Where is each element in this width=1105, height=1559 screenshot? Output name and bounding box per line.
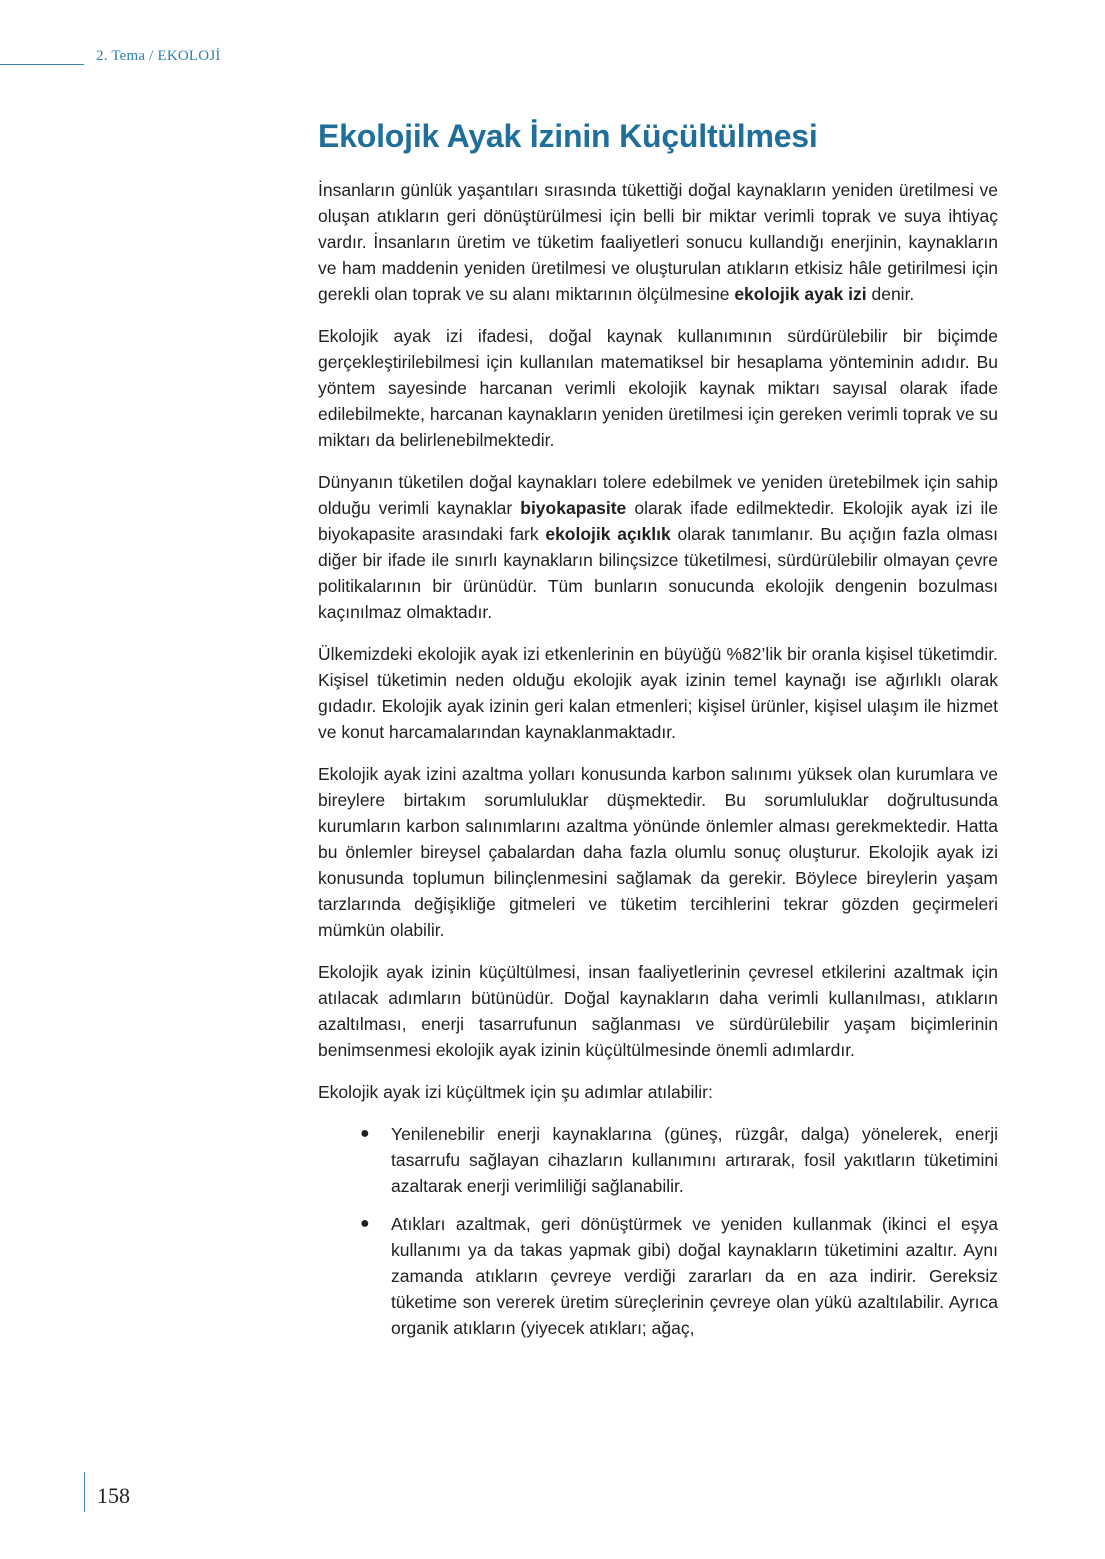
term-ecological-footprint: ekolojik ayak izi — [734, 284, 867, 304]
paragraph-definition — [318, 177, 998, 307]
paragraph-reduction: Ekolojik ayak izinin küçültülmesi, insan faaliyetlerinin çevresel etkilerini azaltmak için atılacak adımların bütünüdür. Doğal kaynakların daha verimli kullanılması, atıkların azaltılması, enerji tasarrufunun sağlanması ve sürdürülebilir yaşam biçimlerinin benimsenmesi ekolojik ayak izinin küçültülmesinde önemli adımlardır. — [318, 962, 998, 1060]
term-ecological-deficit: ekolojik açıklık — [545, 524, 671, 544]
paragraph-text: olarak ifade edilmektedir. Ekolojik ayak izi ile biyokapasite arasındaki fark — [318, 498, 998, 544]
list-item — [360, 1211, 998, 1341]
term-biocapacity: biyokapasite — [520, 498, 627, 518]
running-head: 2. Tema / EKOLOJİ — [96, 48, 221, 64]
page-content — [318, 118, 998, 1353]
paragraph-biocapacity — [318, 469, 998, 625]
list-item-text: Yenilenebilir enerji kaynaklarına (güneş, rüzgâr, dalga) yönelerek, enerji tasarrufu sağlayan cihazların kullanımını artırarak, fosil yakıtların tüketimini azaltarak enerji verimliliği sağlanabilir. — [391, 1124, 998, 1196]
paragraph-text: olarak tanımlanır. Bu açığın fazla olması diğer bir ifade ile sınırlı kaynakların bilinçsizce tüketilmesi, sürdürülebilir olmayan çevre politikalarının bir ürünüdür. Tüm bunların sonucunda ekolojik dengenin bozulması kaçınılmaz olmaktadır. — [318, 524, 998, 622]
steps-list — [318, 1121, 998, 1341]
bullet-icon: ● — [360, 1125, 370, 1142]
paragraph-turkey-factors: Ülkemizdeki ekolojik ayak izi etkenlerinin en büyüğü %82’lik bir oranla kişisel tüketimdir. Kişisel tüketimin neden olduğu ekolojik ayak izinin temel kaynağı ise ağırlıklı olarak gıdadır. Ekolojik ayak izinin geri kalan etmenleri; kişisel ürünler, kişisel ulaşım ile hizmet ve konut harcamalarından kaynaklanmaktadır. — [318, 644, 998, 742]
page-number: 158 — [97, 1483, 130, 1508]
paragraph-text: denir. — [866, 284, 915, 304]
paragraph-steps-intro: Ekolojik ayak izi küçültmek için şu adımlar atılabilir: — [318, 1082, 713, 1102]
paragraph-responsibilities: Ekolojik ayak izini azaltma yolları konusunda karbon salınımı yüksek olan kurumlara ve bireylere birtakım sorumluluklar düşmektedir. Bu sorumluluklar doğrultusunda kurumların karbon salınımlarını azaltma yönünde önlemler alması gerekmektedir. Hatta bu önlemler bireysel çabalardan daha fazla olumlu sonuç oluşturur. Ekolojik ayak izi konusunda toplumun bilinçlenmesini sağlamak da gerekir. Böylece bireylerin yaşam tarzlarında değişikliğe gitmeleri ve tüketim tercihlerini tekrar gözden geçirmeleri mümkün olabilir. — [318, 764, 998, 940]
paragraph-method: Ekolojik ayak izi ifadesi, doğal kaynak kullanımının sürdürülebilir bir biçimde gerçekleştirilebilmesi için kullanılan matematiksel bir hesaplama yönteminin adıdır. Bu yöntem sayesinde harcanan verimli ekolojik kaynak miktarı sayısal olarak ifade edilebilmekte, harcanan kaynakların yeniden üretilmesi için gereken verimli toprak ve su miktarı da belirlenebilmektedir. — [318, 326, 998, 450]
bullet-icon: ● — [360, 1215, 370, 1232]
page-title: Ekolojik Ayak İzinin Küçültülmesi — [318, 118, 818, 154]
list-item — [360, 1121, 998, 1199]
paragraph-text: Dünyanın tüketilen doğal kaynakları tolere edebilmek ve yeniden üretebilmek için sahip olduğu verimli kaynaklar — [318, 472, 998, 518]
page-number-rule — [84, 1472, 85, 1512]
paragraph-text: İnsanların günlük yaşantıları sırasında tükettiği doğal kaynakların yeniden üretilmesi ve oluşan atıkların geri dönüştürülmesi için belli bir miktar verimli toprak ve suya ihtiyaç vardır. İnsanların üretim ve tüketim faaliyetleri sonucu kullandığı enerjinin, kaynakların ve ham maddenin yeniden üretilmesi ve oluşturulan atıkların etkisiz hâle getirilmesi için gerekli olan toprak ve su alanı miktarının ölçülmesine — [318, 180, 998, 304]
header-rule — [0, 64, 84, 65]
list-item-text: Atıkları azaltmak, geri dönüştürmek ve yeniden kullanmak (ikinci el eşya kullanımı ya da takas yapmak gibi) doğal kaynakların tüketimini azaltır. Aynı zamanda atıkların çevreye verdiği zararları da en aza indirir. Gereksiz tüketime son vererek üretim süreçlerinin çevreye olan yükü azaltılabilir. Ayrıca organik atıkların (yiyecek atıkları; ağaç, — [391, 1214, 998, 1338]
